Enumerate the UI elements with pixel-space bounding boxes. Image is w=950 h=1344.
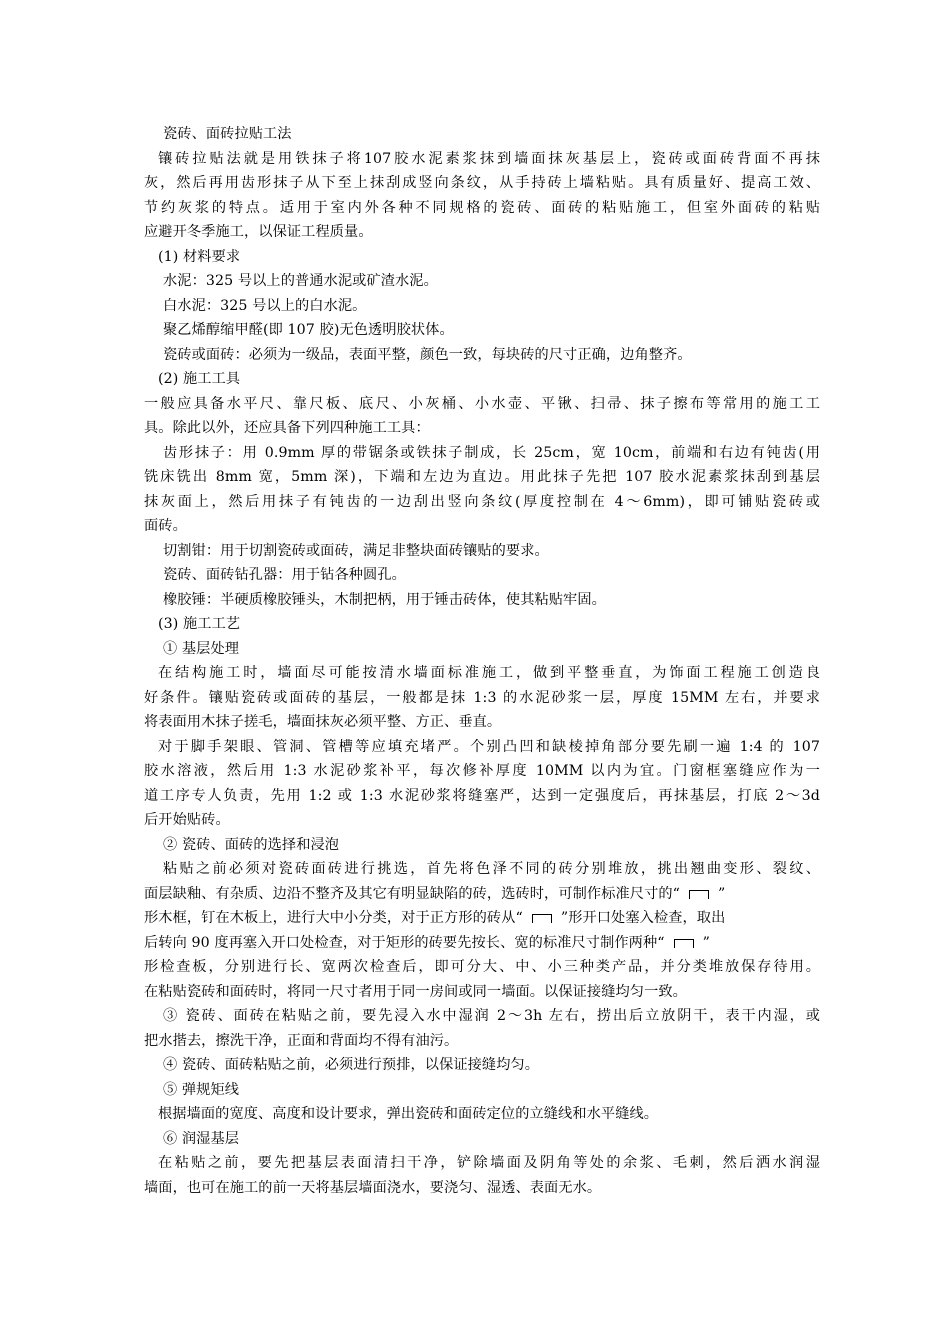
paragraph-line: ④ 瓷砖、面砖粘贴之前，必须进行预排，以保证接缝均匀。 [163, 1057, 540, 1073]
paragraph-line: 白水泥：325 号以上的白水泥。 [163, 297, 367, 314]
text-segment: 形木框，钉在木板上，进行大中小分类，对于正方形的砖从“ [144, 910, 523, 926]
text-segment: 面层缺釉、有杂质、边沿不整齐及其它有明显缺陷的砖，选砖时，可制作标准尺寸的“ [144, 885, 680, 902]
paragraph-line: 切割钳：用于切割瓷砖或面砖，满足非整块面砖镶贴的要求。 [163, 542, 549, 559]
paragraph-line [144, 931, 820, 956]
paragraph-line: 一般应具备水平尺、靠尺板、底尺、小灰桶、小水壶、平锹、扫帚、抹子擦布等常用的施工工 [144, 395, 820, 412]
text-segment: ” [718, 885, 726, 902]
paragraph-line: 节约灰浆的特点。适用于室内外各种不同规格的瓷砖、面砖的粘贴施工，但室外面砖的粘贴 [144, 199, 820, 216]
paragraph-line: 铣床铣出 8mm 宽，5mm 深)，下端和左边为直边。用此抹子先把 107 胶水泥素浆抹刮到基层 [144, 469, 820, 485]
paragraph-line: 将表面用木抹子搓毛，墙面抹灰必须平整、方正、垂直。 [144, 714, 502, 730]
paragraph-line: 好条件。镶贴瓷砖或面砖的基层，一般都是抹 1:3 的水泥砂浆一层，厚度 15MM 左右，并要求 [144, 689, 820, 706]
frame-symbol-icon [532, 914, 552, 923]
paragraph-line: 瓷砖或面砖：必须为一级品，表面平整，颜色一致，每块砖的尺寸正确，边角整齐。 [163, 346, 692, 363]
text-segment: ” [702, 934, 710, 951]
subheading-tools: (2) 施工工具 [158, 371, 241, 387]
paragraph-line [144, 906, 820, 931]
text-segment: ”形开口处塞入检查，取出 [560, 910, 726, 926]
subheading-materials: (1) 材料要求 [158, 248, 241, 265]
text-segment: 后转向 90 度再塞入开口处检查，对于矩形的砖要先按长、宽的标准尺寸制作两种“ [144, 934, 665, 951]
paragraph-line: 齿形抹子：用 0.9mm 厚的带锯条或铁抹子制成，长 25cm，宽 10cm，前端和右边有钝齿(用 [163, 444, 820, 461]
step-heading: ⑥ 润湿基层 [163, 1130, 240, 1147]
step-heading: ② 瓷砖、面砖的选择和浸泡 [163, 836, 340, 853]
paragraph-line: 把水揩去，擦洗干净，正面和背面均不得有油污。 [144, 1032, 459, 1049]
paragraph-line: 镶砖拉贴法就是用铁抹子将107胶水泥素浆抹到墙面抹灰基层上，瓷砖或面砖背面不再抹 [158, 150, 820, 167]
subheading-process: (3) 施工工艺 [158, 616, 241, 632]
paragraph-line: 在结构施工时，墙面尽可能按清水墙面标准施工，做到平整垂直，为饰面工程施工创造良 [158, 665, 820, 681]
paragraph-line: 具。除此以外，还应具备下列四种施工工具： [144, 420, 430, 436]
paragraph-line: 在粘贴瓷砖和面砖时，将同一尺寸者用于同一房间或同一墙面。以保证接缝均匀一致。 [144, 983, 687, 1000]
paragraph-line: 在粘贴之前，要先把基层表面清扫干净，铲除墙面及阴角等处的余浆、毛刺，然后洒水润湿 [158, 1155, 820, 1171]
step-heading: ⑤ 弹规矩线 [163, 1081, 240, 1098]
paragraph-line: 后开始贴砖。 [144, 812, 230, 828]
frame-symbol-icon [689, 890, 709, 899]
document-body [144, 122, 820, 1200]
paragraph-line: 根据墙面的宽度、高度和设计要求，弹出瓷砖和面砖定位的立缝线和水平缝线。 [158, 1106, 659, 1122]
paragraph-line: 抹灰面上，然后用抹子有钝齿的一边刮出竖向条纹(厚度控制在 4～6mm)，即可铺贴瓷砖或 [144, 493, 820, 510]
paragraph-line: 墙面，也可在施工的前一天将基层墙面浇水，要浇匀、湿透、表面无水。 [144, 1179, 602, 1196]
paragraph-line: 橡胶锤：半硬质橡胶锤头，木制把柄，用于锤击砖体，使其粘贴牢固。 [163, 591, 606, 608]
paragraph-line: 胶水溶液，然后用 1:3 水泥砂浆补平，每次修补厚度 10MM 以内为宜。门窗框塞缝应作为一 [144, 763, 820, 779]
step-heading: ① 基层处理 [163, 640, 240, 657]
paragraph-line: 应避开冬季施工，以保证工程质量。 [144, 224, 373, 240]
paragraph-line: 面砖。 [144, 518, 187, 534]
paragraph-line [144, 882, 820, 907]
paragraph-line: 粘贴之前必须对瓷砖面砖进行挑选，首先将色泽不同的砖分别堆放，挑出翘曲变形、裂纹、 [163, 861, 820, 877]
paragraph-line: 灰，然后再用齿形抹子从下至上抹刮成竖向条纹，从手持砖上墙粘贴。具有质量好、提高工效、 [144, 175, 820, 191]
paragraph-line: 水泥：325 号以上的普通水泥或矿渣水泥。 [163, 273, 438, 289]
paragraph-line: 瓷砖、面砖钻孔器：用于钻各种圆孔。 [163, 567, 406, 583]
paragraph-line: 对于脚手架眼、管洞、管槽等应填充堵严。个别凸凹和缺棱掉角部分要先刷一遍 1:4 的 107 [158, 738, 820, 755]
section-title: 瓷砖、面砖拉贴工法 [163, 126, 292, 142]
frame-symbol-icon [674, 939, 694, 948]
paragraph-line: 聚乙烯醇缩甲醛(即 107 胶)无色透明胶状体。 [163, 322, 454, 338]
paragraph-line: 道工序专人负责，先用 1:2 或 1:3 水泥砂浆将缝塞严，达到一定强度后，再抹基层，打底 2～3d [144, 787, 820, 804]
paragraph-line: ③ 瓷砖、面砖在粘贴之前，要先浸入水中湿润 2～3h 左右，捞出后立放阴干，表干内湿，或 [163, 1008, 820, 1024]
paragraph-line: 形检查板，分别进行长、宽两次检查后，即可分大、中、小三种类产品，并分类堆放保存待用。 [144, 959, 820, 975]
